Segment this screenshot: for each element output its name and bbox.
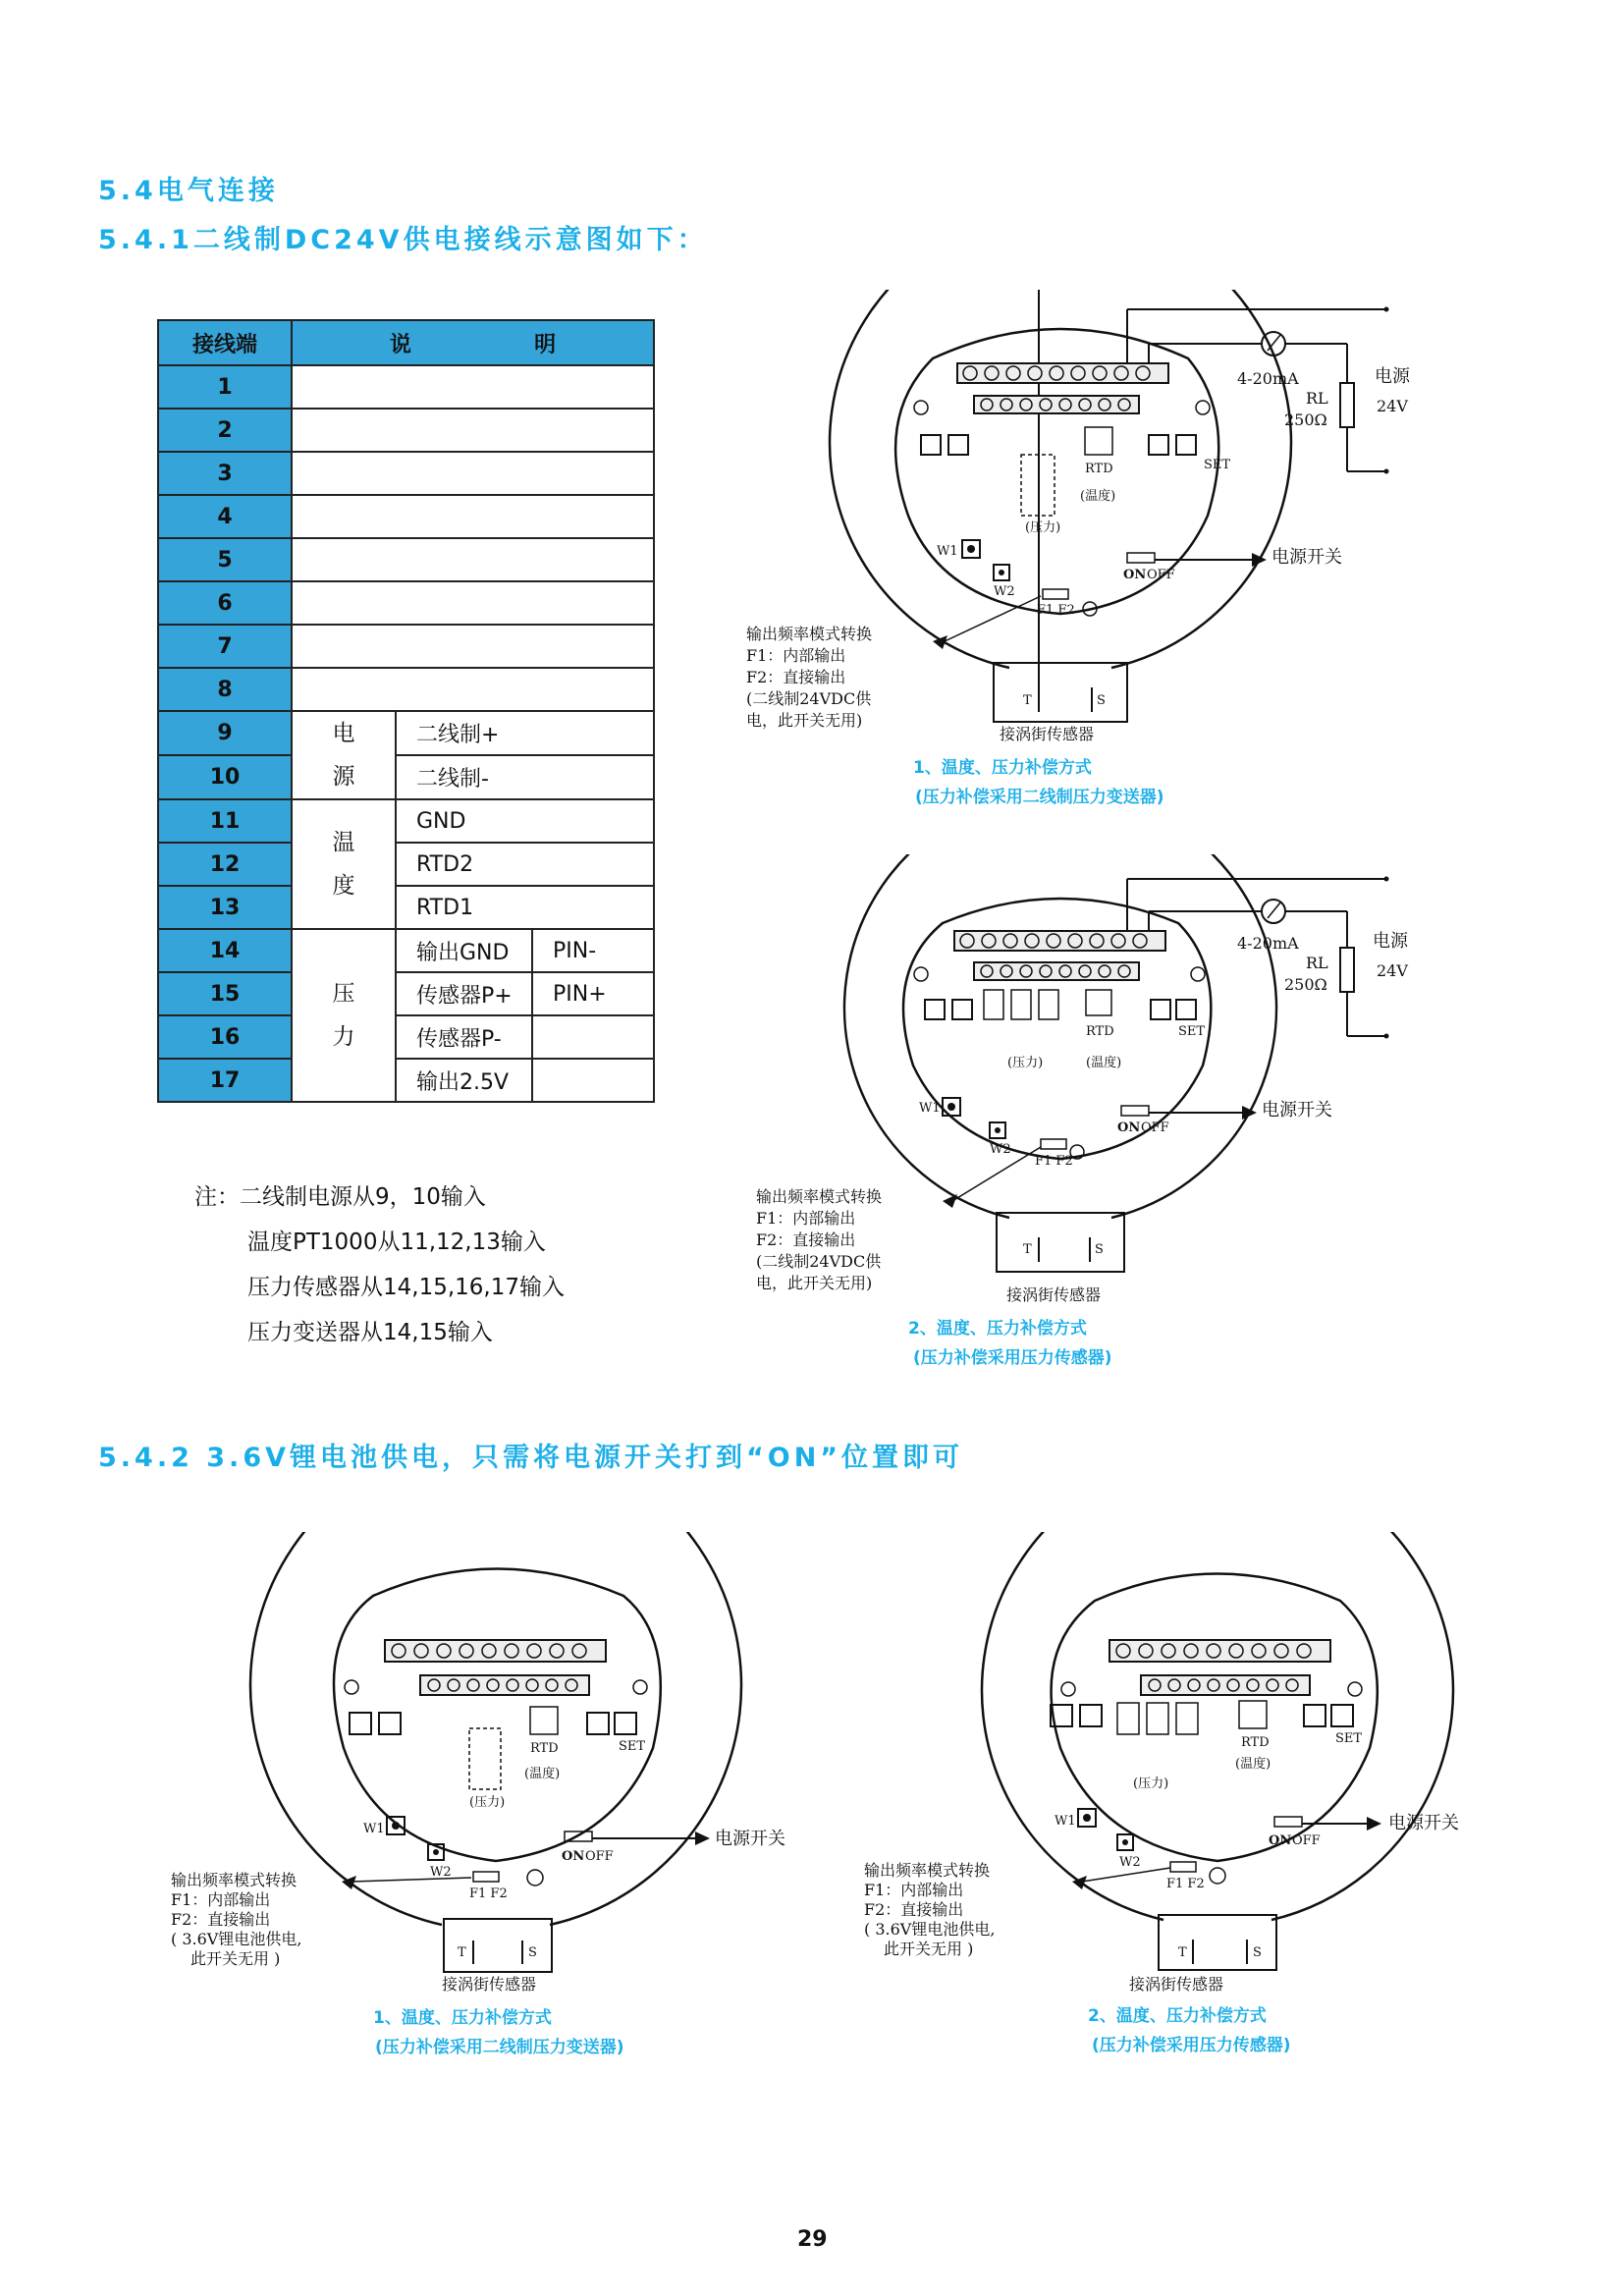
table-row [158,711,654,755]
group-pressure [292,929,396,1102]
label-off: OFF [585,1849,614,1864]
section-heading-5-4-1: 5.4.1二线制DC24V供电接线示意图如下： [98,225,708,255]
diagram-24v-sensor [746,854,1434,1385]
label-power-switch: 电源开关 [1388,1813,1459,1833]
label-voltage: 24V [1377,961,1408,980]
table-row [158,452,654,495]
label-w2: W2 [994,584,1015,599]
terminal-cell: 6 [158,581,292,625]
desc-cell: 输出GND [396,929,532,972]
label-power-switch: 电源开关 [1262,1100,1332,1121]
pin-cell: PIN- [532,929,654,972]
label-freq-note: 电，此开关无用) [756,1274,873,1292]
label-freq-f1: F1：内部输出 [171,1890,271,1909]
label-freq-title: 输出频率模式转换 [171,1871,298,1889]
label-s: S [1253,1945,1262,1960]
terminal-cell: 4 [158,495,292,538]
label-t: T [1023,1242,1032,1257]
note-line: 温度PT1000从11,12,13输入 [247,1230,546,1255]
label-vortex-sensor: 接涡街传感器 [1129,1975,1224,1994]
terminal-cell: 17 [158,1059,292,1102]
label-t: T [1023,693,1032,708]
desc-cell [292,409,654,452]
label-freq-f2: F2：直接输出 [171,1910,271,1929]
label-power-switch: 电源开关 [1271,547,1342,568]
desc-cell [292,625,654,668]
section-heading-5-4-2: 5.4.2 3.6V锂电池供电，只需将电源开关打到“ON”位置即可 [98,1443,964,1473]
page-number: 29 [797,2227,828,2252]
label-set: SET [619,1739,646,1754]
caption-line-2: (压力补偿采用压力传感器) [913,1348,1112,1368]
table-row [158,929,654,972]
label-t: T [1178,1945,1187,1960]
desc-cell: 传感器P+ [396,972,532,1015]
desc-cell [292,668,654,711]
table-row [158,843,654,886]
terminal-cell: 7 [158,625,292,668]
label-f1f2: F1 F2 [1166,1877,1205,1891]
caption-line-1: 2、温度、压力补偿方式 [908,1319,1087,1339]
group-char: 源 [332,764,355,790]
label-rtd: RTD [530,1741,559,1756]
note-line: 注：二线制电源从9，10输入 [194,1184,486,1210]
wiring-table [157,319,655,1103]
note-line: 压力传感器从14,15,16,17输入 [247,1275,565,1300]
label-freq-note: (二线制24VDC供 [746,689,872,708]
caption-line-2: (压力补偿采用压力传感器) [1092,2036,1291,2055]
label-w1: W1 [1055,1814,1076,1829]
desc-cell: GND [396,799,654,843]
desc-cell: 二线制+ [396,711,654,755]
caption-line-1: 1、温度、压力补偿方式 [913,758,1092,778]
table-row [158,1059,654,1102]
label-off: OFF [1292,1833,1321,1848]
group-char: 电 [332,721,355,746]
label-pressure-small: (压力) [1025,520,1061,535]
desc-cell: 输出2.5V [396,1059,532,1102]
label-rtd: RTD [1085,462,1113,476]
label-pressure-small: (压力) [469,1795,506,1810]
terminal-cell: 12 [158,843,292,886]
table-row [158,886,654,929]
label-pressure-small: (压力) [1007,1056,1044,1070]
diagram-battery-sensor [864,1532,1492,2121]
label-w2: W2 [1119,1855,1141,1870]
label-on: ON [1123,568,1147,582]
group-char: 压 [332,981,355,1007]
label-off: OFF [1141,1121,1169,1135]
terminal-cell: 13 [158,886,292,929]
label-freq-f1: F1：内部输出 [746,646,846,665]
label-vortex-sensor: 接涡街传感器 [1006,1285,1102,1304]
diagram-24v-transmitter [746,290,1434,820]
label-freq-title: 输出频率模式转换 [864,1861,991,1880]
pin-cell: PIN+ [532,972,654,1015]
label-power-switch: 电源开关 [715,1829,785,1849]
label-t: T [458,1945,466,1960]
label-freq-f2: F2：直接输出 [864,1900,964,1919]
note-line: 压力变送器从14,15输入 [247,1320,493,1345]
label-w1: W1 [937,544,958,559]
table-row [158,799,654,843]
group-char: 温 [332,830,355,855]
table-row [158,581,654,625]
table-row [158,755,654,799]
label-freq-f2: F2：直接输出 [756,1230,856,1249]
label-on: ON [1117,1121,1141,1135]
label-current: 4-20mA [1237,369,1299,388]
table-row [158,668,654,711]
terminal-cell: 14 [158,929,292,972]
terminal-cell: 10 [158,755,292,799]
table-row [158,625,654,668]
terminal-cell: 3 [158,452,292,495]
label-w1: W1 [363,1822,385,1836]
label-temperature-small: (温度) [1086,1056,1122,1070]
header-description [292,320,654,365]
section-heading-5-4: 5.4电气连接 [98,176,279,206]
group-power [292,711,396,799]
table-row [158,409,654,452]
desc-cell [292,452,654,495]
label-power: 电源 [1375,366,1410,387]
wiring-notes [194,1175,565,1355]
terminal-cell: 16 [158,1015,292,1059]
label-s: S [528,1945,537,1960]
terminal-cell: 5 [158,538,292,581]
caption-line-1: 2、温度、压力补偿方式 [1088,2006,1267,2026]
label-f1f2: F1 F2 [1035,1154,1073,1169]
label-f1f2: F1 F2 [1037,603,1075,618]
table-row [158,365,654,409]
terminal-cell: 15 [158,972,292,1015]
desc-cell [292,581,654,625]
label-freq-f1: F1：内部输出 [864,1881,964,1899]
label-temperature-small: (温度) [1235,1757,1271,1772]
table-row [158,1015,654,1059]
desc-cell [292,365,654,409]
terminal-cell: 9 [158,711,292,755]
label-w2: W2 [990,1142,1011,1157]
diagram-battery-transmitter [157,1532,785,2121]
label-freq-note: 此开关无用 ) [190,1949,281,1968]
label-freq-f1: F1：内部输出 [756,1209,856,1228]
desc-cell: RTD1 [396,886,654,929]
caption-line-2: (压力补偿采用二线制压力变送器) [375,2038,624,2057]
desc-cell: 传感器P- [396,1015,532,1059]
label-on: ON [562,1849,585,1864]
label-freq-note: 此开关无用 ) [884,1940,974,1958]
label-s: S [1097,693,1106,708]
group-temperature [292,799,396,929]
label-freq-note: ( 3.6V锂电池供电, [171,1930,302,1948]
label-vortex-sensor: 接涡街传感器 [1000,725,1095,743]
pin-cell [532,1059,654,1102]
terminal-cell: 2 [158,409,292,452]
terminal-cell: 1 [158,365,292,409]
header-desc-char-2: 明 [534,332,557,357]
label-freq-note: (二线制24VDC供 [756,1252,882,1271]
label-w2: W2 [430,1865,452,1880]
label-pressure-small: (压力) [1133,1777,1169,1791]
desc-cell [292,538,654,581]
label-rl: RL [1306,389,1328,408]
label-on: ON [1269,1833,1292,1848]
label-resistance: 250Ω [1284,975,1327,994]
terminal-cell: 8 [158,668,292,711]
label-freq-note: ( 3.6V锂电池供电, [864,1920,996,1939]
label-vortex-sensor: 接涡街传感器 [442,1975,537,1994]
label-set: SET [1204,458,1231,472]
pin-cell [532,1015,654,1059]
group-char: 力 [332,1024,355,1050]
desc-cell [292,495,654,538]
label-rtd: RTD [1241,1735,1270,1750]
label-off: OFF [1147,568,1175,582]
group-char: 度 [332,873,355,899]
label-set: SET [1335,1731,1363,1746]
label-w1: W1 [919,1101,941,1116]
label-current: 4-20mA [1237,934,1299,953]
desc-cell: 二线制- [396,755,654,799]
label-set: SET [1178,1024,1206,1039]
table-row [158,495,654,538]
header-desc-char-1: 说 [389,332,411,357]
label-f1f2: F1 F2 [469,1886,508,1901]
label-resistance: 250Ω [1284,410,1327,429]
label-freq-note: 电，此开关无用) [746,711,863,730]
label-freq-title: 输出频率模式转换 [746,625,873,643]
label-rtd: RTD [1086,1024,1114,1039]
header-terminal: 接线端 [158,320,292,365]
label-power: 电源 [1373,931,1408,952]
label-rl: RL [1306,954,1328,972]
label-s: S [1095,1242,1104,1257]
caption-line-1: 1、温度、压力补偿方式 [373,2008,552,2028]
label-voltage: 24V [1377,397,1408,415]
label-freq-f2: F2：直接输出 [746,668,846,686]
label-temperature-small: (温度) [1080,489,1116,504]
terminal-cell: 11 [158,799,292,843]
desc-cell: RTD2 [396,843,654,886]
label-temperature-small: (温度) [524,1767,561,1781]
table-header [158,320,654,365]
table-row [158,538,654,581]
table-row [158,972,654,1015]
label-freq-title: 输出频率模式转换 [756,1187,883,1206]
caption-line-2: (压力补偿采用二线制压力变送器) [915,788,1164,807]
